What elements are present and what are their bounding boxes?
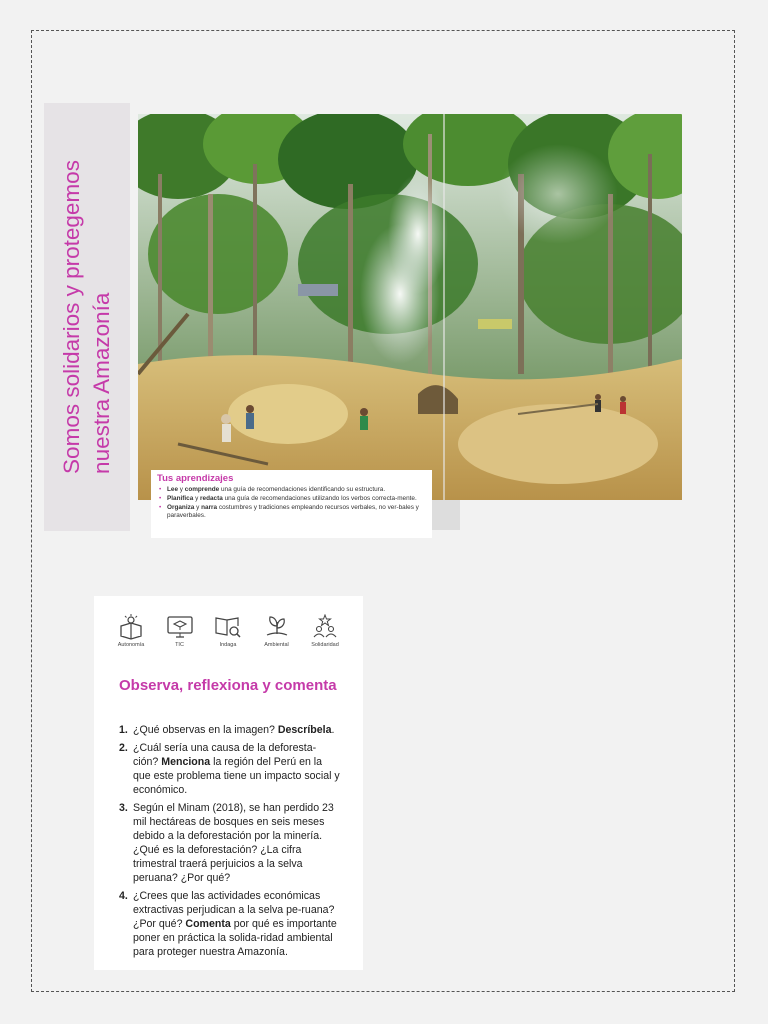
question-verb: Menciona <box>161 756 211 768</box>
autonomy-item <box>108 614 154 654</box>
question-text-end: por qué es importante poner en práctica la solida-ridad ambiental para proteger nuestra Amazonía. <box>133 918 337 958</box>
learnings-heading: Tus aprendizajes <box>157 473 234 484</box>
icon-label: Indaga <box>219 642 237 648</box>
question-item <box>119 889 341 959</box>
research-item <box>205 614 251 654</box>
tic-icon <box>166 614 194 640</box>
learning-connector: y <box>194 504 202 511</box>
card-title: Observa, reflexiona y comenta <box>119 677 337 694</box>
learning-verb: narra <box>201 504 218 511</box>
question-item <box>119 723 341 737</box>
question-verb: Comenta <box>185 918 231 930</box>
solidarity-icon <box>311 614 339 640</box>
learning-verb: redacta <box>200 495 223 502</box>
icon-label: Solidaridad <box>311 642 339 648</box>
tic-item <box>157 614 203 654</box>
question-text: ¿Qué observas en la imagen? <box>133 724 278 736</box>
competency-icons <box>108 614 348 654</box>
icon-label: TIC <box>175 642 184 648</box>
learning-item <box>167 495 426 503</box>
learning-item <box>167 486 426 494</box>
deforestation-photo <box>138 114 682 500</box>
learning-connector: y <box>193 495 201 502</box>
title-line-2: nuestra Amazonía <box>89 292 114 474</box>
icon-label: Autonomía <box>117 642 145 648</box>
photo-corner-strip <box>432 500 460 530</box>
learning-connector: y <box>178 486 185 493</box>
learning-item <box>167 504 426 520</box>
question-number: 3. <box>119 802 128 814</box>
learning-text: una guía de recomendaciones identificando su estructura. <box>219 486 386 493</box>
question-list <box>119 723 341 963</box>
question-number: 2. <box>119 742 128 754</box>
activity-card <box>94 596 363 970</box>
question-number: 4. <box>119 890 128 902</box>
learning-verb: Planifica <box>167 495 194 502</box>
research-icon <box>214 614 242 640</box>
question-item <box>119 741 341 797</box>
question-number: 1. <box>119 724 128 736</box>
environment-icon <box>263 614 291 640</box>
question-text: ¿Cuál sería una causa de la deforesta-ción? <box>133 742 317 768</box>
question-text-end: la región del Perú en la que este problema tiene un impacto social y económico. <box>133 756 340 796</box>
page-title <box>57 160 117 474</box>
learnings-box <box>151 470 432 538</box>
title-line-1: Somos solidarios y protegemos <box>59 160 84 474</box>
learning-verb: comprende <box>184 486 220 493</box>
question-text-end: . <box>331 724 335 736</box>
question-text: ¿Crees que las actividades económicas extractivas perjudican a la selva pe-ruana? ¿Por qué? <box>133 890 335 930</box>
question-text: Según el Minam (2018), se han perdido 23 mil hectáreas de bosques en seis meses debido a la deforestación por la minería. ¿Qué es la deforestación? ¿La cifra trimestral traerá perjuicios a la selva peruana? ¿Por qué? <box>133 802 334 884</box>
learning-text: una guía de recomendaciones utilizando los verbos correcta-mente. <box>222 495 417 502</box>
question-verb: Descríbela <box>277 724 332 736</box>
solidarity-item <box>302 614 348 654</box>
learning-verb: Organiza <box>167 504 195 511</box>
learnings-list <box>157 486 426 520</box>
learning-text: costumbres y tradiciones empleando recursos verbales, no ver-bales y paraverbales. <box>167 504 419 519</box>
icon-label: Ambiental <box>264 642 289 648</box>
environment-item <box>254 614 300 654</box>
question-item <box>119 801 341 885</box>
autonomy-icon <box>117 614 145 640</box>
learning-verb: Lee <box>167 486 179 493</box>
